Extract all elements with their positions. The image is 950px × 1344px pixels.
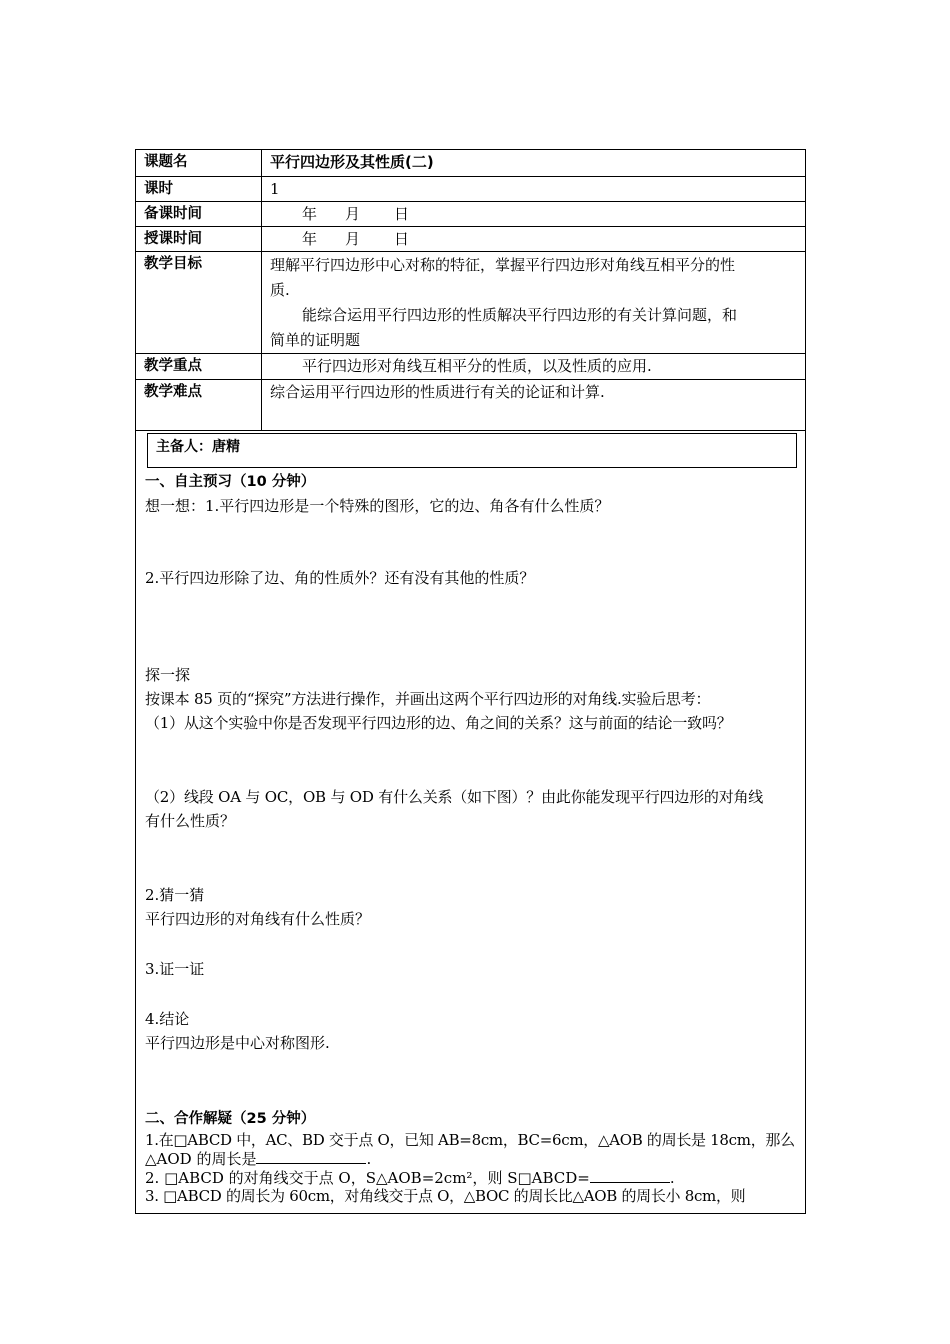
task-2: 2. □ABCD 的对角线交于点 O，S△AOB=2cm²，则 S□ABCD= . — [145, 1169, 675, 1187]
objective-line: 理解平行四边形中心对称的特征，掌握平行四边形对角线互相平分的性 — [270, 256, 736, 274]
section-2-title: 二、合作解疑（25 分钟） — [145, 1111, 316, 1127]
task-2-text: 2. □ABCD 的对角线交于点 O，S△AOB=2cm²，则 S□ABCD= — [145, 1169, 590, 1187]
answer-blank[interactable] — [256, 1149, 366, 1164]
label-key-point: 教学重点 — [136, 354, 262, 380]
lesson-body — [135, 431, 806, 1214]
objective-line: 能综合运用平行四边形的性质解决平行四边形的有关计算问题，和 — [302, 306, 738, 324]
teach-month: 月 — [345, 230, 361, 248]
question-1: 想一想：1.平行四边形是一个特殊的图形，它的边、角各有什么性质？ — [145, 497, 610, 515]
task-1b-text: △AOD 的周长是 — [145, 1150, 257, 1168]
key-point: 平行四边形对角线互相平分的性质，以及性质的应用. — [262, 354, 806, 380]
label-objectives: 教学目标 — [136, 252, 262, 354]
prep-year: 年 — [302, 205, 318, 223]
question-2: 2.平行四边形除了边、角的性质外？还有没有其他的性质？ — [145, 569, 535, 587]
prep-date — [262, 202, 806, 227]
prep-day: 日 — [394, 205, 410, 223]
lesson-plan-sheet — [135, 149, 806, 1211]
difficulty: 综合运用平行四边形的性质进行有关的论证和计算. — [262, 380, 806, 431]
answer-blank[interactable] — [590, 1168, 670, 1183]
guess-question: 平行四边形的对角线有什么性质？ — [145, 910, 371, 928]
teach-year: 年 — [302, 230, 318, 248]
conclusion-heading: 4.结论 — [145, 1010, 190, 1028]
lesson-content — [136, 468, 805, 1205]
objective-line: 简单的证明题 — [270, 331, 361, 349]
teach-day: 日 — [394, 230, 410, 248]
explore-instruction: 按课本 85 页的“探究”方法进行操作，并画出这两个平行四边形的对角线.实验后思考： — [145, 690, 711, 708]
task-1b: △AOD 的周长是 . — [145, 1150, 372, 1168]
objective-line: 质. — [270, 281, 290, 299]
explore-heading: 探一探 — [145, 666, 191, 684]
periods-value: 1 — [262, 177, 806, 202]
objectives — [262, 252, 806, 354]
label-lesson-title: 课题名 — [136, 150, 262, 177]
section-1-title: 一、自主预习（10 分钟） — [145, 474, 316, 490]
explore-question-1: （1）从这个实验中你是否发现平行四边形的边、角之间的关系？这与前面的结论一致吗？ — [145, 714, 732, 732]
lesson-title: 平行四边形及其性质(二) — [262, 150, 806, 177]
label-teach-time: 授课时间 — [136, 227, 262, 252]
label-difficulty: 教学难点 — [136, 380, 262, 431]
teach-date — [262, 227, 806, 252]
label-periods: 课时 — [136, 177, 262, 202]
conclusion-text: 平行四边形是中心对称图形. — [145, 1034, 330, 1052]
prove-heading: 3.证一证 — [145, 960, 205, 978]
explore-question-2b: 有什么性质？ — [145, 812, 236, 830]
task-1a: 1.在□ABCD 中，AC、BD 交于点 O，已知 AB=8cm，BC=6cm，△AOB 的周长是 18cm，那么 — [145, 1131, 795, 1149]
explore-question-2a: （2）线段 OA 与 OC，OB 与 OD 有什么关系（如下图）？由此你能发现平行四边形的对角线 — [145, 788, 764, 806]
label-prep-time: 备课时间 — [136, 202, 262, 227]
lesson-info-table — [135, 149, 806, 431]
guess-heading: 2.猜一猜 — [145, 886, 205, 904]
preparer: 主备人：唐精 — [147, 433, 797, 468]
prep-month: 月 — [345, 205, 361, 223]
task-3: 3. □ABCD 的周长为 60cm，对角线交于点 O，△BOC 的周长比△AOB 的周长小 8cm，则 — [145, 1187, 746, 1205]
